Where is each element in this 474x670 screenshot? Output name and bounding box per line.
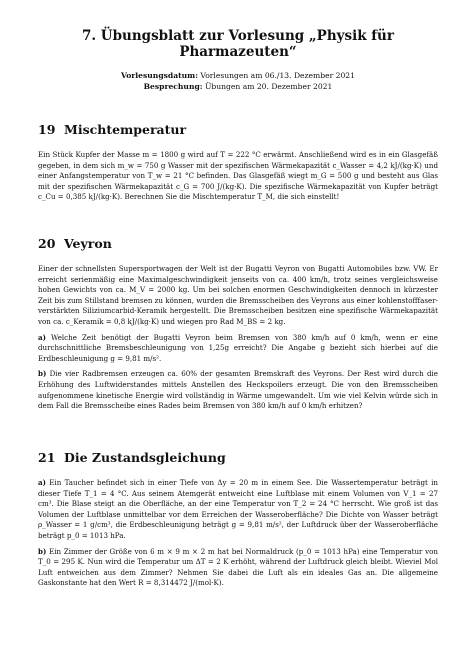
section-number: 19 (38, 122, 56, 137)
lecture-date-text: Vorlesungen am 06./13. Dezember 2021 (198, 71, 355, 80)
section-heading (38, 122, 438, 137)
section-title: Mischtemperatur (64, 122, 187, 137)
discussion-date (38, 81, 438, 92)
lecture-date-label: Vorlesungsdatum: (121, 71, 199, 80)
task-b (38, 547, 438, 589)
task-a (38, 478, 438, 542)
sheet-title: 7. Übungsblatt zur Vorlesung „Physik für Pharmazeuten“ (82, 28, 394, 60)
section-21 (38, 450, 438, 589)
section-20 (38, 236, 438, 412)
section-number: 20 (38, 236, 56, 251)
task-text: Ein Taucher befindet sich in einer Tiefe von Δy = 20 m in einem See. Die Wassertemperatur beträgt in dieser Tiefe T_1 = 4 °C. Aus seinem Atemgerät entweicht eine Luftblase mit einem Volumen von V_1 = 27 cm³. Die Blase steigt an die Oberfläche, an der eine Temperatur von T_2 = 24 °C herrscht. Wie groß ist das Volumen der Luftblase unmittelbar vor dem Erreichen der Wasseroberfläche? Die Dichte von Wasser beträgt ρ_Wasser = 1 g/cm³, die Erdbeschleunigung beträgt g = 9,81 m/s², der Luftdruck über der Wasseroberfläche beträgt p_0 = 1013 hPa. (38, 478, 438, 540)
section-heading (38, 450, 438, 465)
task-label: b) (38, 369, 47, 379)
task-label: a) (38, 332, 46, 342)
section-19 (38, 122, 438, 203)
section-paragraph: Ein Stück Kupfer der Masse m = 1800 g wird auf T = 222 °C erwärmt. Anschließend wird es in ein Glasgefäß gegeben, in dem sich m_w = 750 g Wasser mit der spezifischen Wärmekapazität c_Wasser = 4,2 kJ/(kg·K) und einer Anfangstemperatur von T_w = 21 °C befinden. Das Glasgefäß wiegt m_G = 500 g und besteht aus Glas mit der spezifischen Wärmekapazität c_G = 700 J/(kg·K). Die spezifische Wärmekapazität von Kupfer beträgt c_Cu = 0,385 kJ/(kg·K). Berechnen Sie die Mischtemperatur T_M, die sich einstellt! (38, 150, 438, 202)
document-page (38, 28, 438, 588)
task-text: Ein Zimmer der Größe von 6 m × 9 m × 2 m hat bei Normaldruck (p_0 = 1013 hPa) eine Temperatur von T_0 = 295 K. Nun wird die Temperatur um ΔT = 2 K erhöht, während der Luftdruck gleich bleibt. Wieviel Mol Luft entweichen aus dem Zimmer? Nehmen Sie dabei die Luft als ein ideales Gas an. Die allgemeine Gaskonstante hat den Wert R = 8,314472 J/(mol·K). (38, 546, 438, 588)
task-label: a) (38, 478, 46, 487)
section-heading (38, 236, 438, 251)
discussion-date-label: Besprechung: (143, 82, 203, 91)
lecture-date (38, 70, 438, 81)
task-a (38, 333, 438, 365)
section-title: Veyron (64, 236, 112, 251)
discussion-date-text: Übungen am 20. Dezember 2021 (202, 82, 333, 91)
section-title: Die Zustandsgleichung (64, 450, 226, 465)
section-number: 21 (38, 450, 56, 465)
task-b (38, 369, 438, 411)
task-text: Die vier Radbremsen erzeugen ca. 60% der gesamten Bremskraft des Veyrons. Der Rest wird durch die Erhöhung des Luftwiderstandes mittels Anstellen des Heckspoilers erzeugt. Die von den Bremsscheiben aufgenommene kinetische Energie wird vollständig in Wärme umgewandelt. Um wie viel Kelvin würde sich in dem Fall die Bremsscheibe eines Rades beim Bremsen von 380 km/h auf 0 km/h erhitzen? (38, 369, 438, 411)
section-paragraph: Einer der schnellsten Supersportwagen der Welt ist der Bugatti Veyron von Bugatti Automobiles bzw. VW. Er erreicht serienmäßig eine Maximalgeschwindigkeit jenseits von ca. 400 km/h, trotz seines vergleichsweise hohen Gewichts von ca. M_V = 2000 kg. Um bei solchen enormen Geschwindigkeiten dennoch in kürzester Zeit bis zum Stillstand bremsen zu können, wurden die Bremsscheiben des Veyrons aus einer kohlenstofffaser-verstärkten Siliziumcarbid-Keramik hergestellt. Die Bremsscheiben besitzen eine spezifische Wärmekapazität von ca. c_Keramik = 0,8 kJ/(kg·K) und wiegen pro Rad M_BS = 2 kg. (38, 264, 438, 326)
task-label: b) (38, 546, 47, 556)
task-text: Welche Zeit benötigt der Bugatti Veyron beim Bremsen von 380 km/h auf 0 km/h, wenn er eine durchschnittliche Bremsbeschleunigung von 1,25g erreicht? Die Angabe g bezieht sich hierbei auf die Erdbeschleunigung g = 9,81 m/s². (38, 332, 438, 363)
